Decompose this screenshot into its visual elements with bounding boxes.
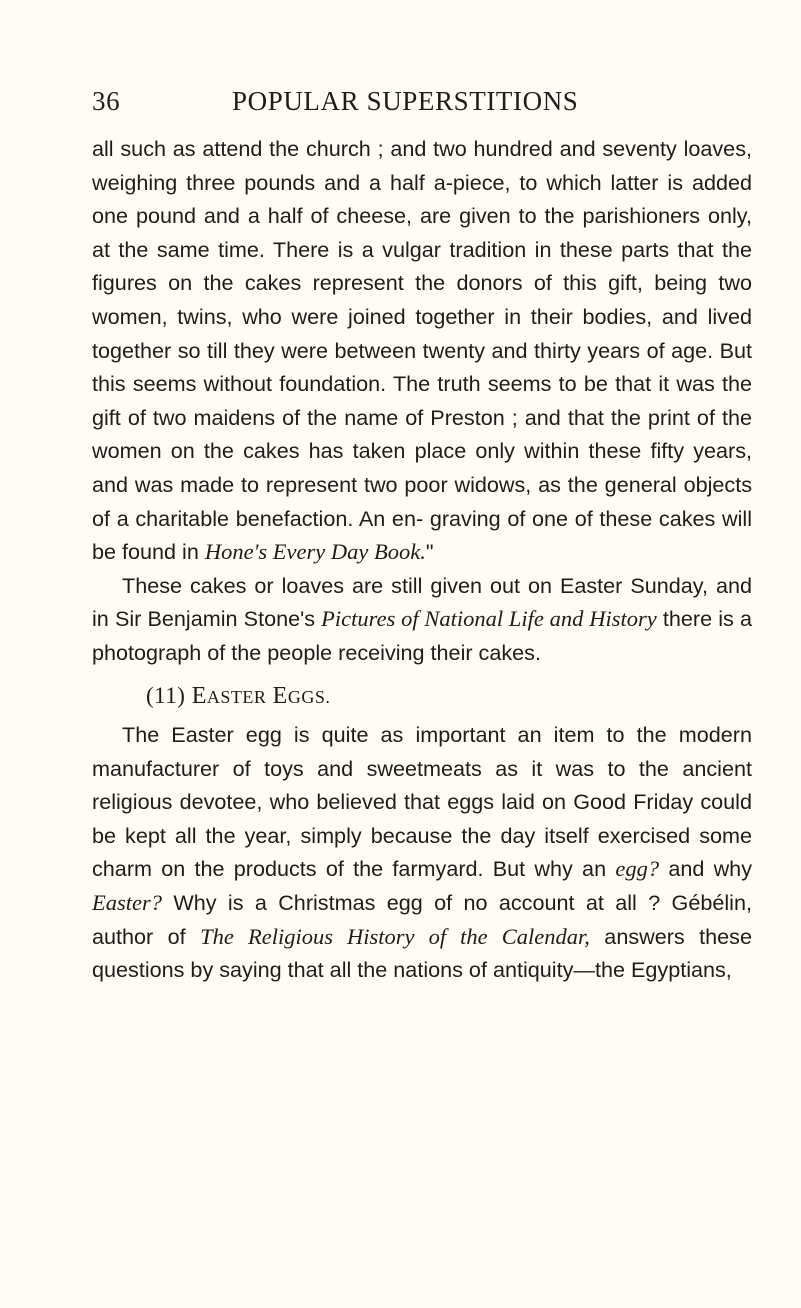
page-title: POPULAR SUPERSTITIONS xyxy=(232,86,579,116)
section-title-word: GGS. xyxy=(287,686,331,707)
paragraph-text: These cakes or loaves are still given out on Easter Sunday, and in Sir Benjamin Stone's xyxy=(92,572,752,632)
section-heading xyxy=(92,679,752,715)
running-head xyxy=(92,86,752,132)
section-title-word: ASTER xyxy=(206,686,267,707)
body-text xyxy=(92,132,752,987)
paragraph-text: Why is a Christmas egg of no account at all ? Gébélin, author of xyxy=(92,890,752,949)
book-title-italic: Pictures of National Life and History xyxy=(321,606,657,632)
paragraph-text: all such as attend the church ; and two hundred and seventy loaves, weighing three pounds and a half a-piece, to which latter is added one pound and a half of cheese, are given to the parishioners only, at the same time. There is a vulgar tradition in these parts that the figures on the cakes represent the donors of this gift, being two women, twins, who were joined together in their bodies, and lived together so till they were between twenty and thirty years of age. But this seems without foundation. The truth seems to be that it was the gift of two maidens of the name of Preston ; and that the print of the women on the cakes has taken place only within these fifty years, and was made to represent two poor widows, as the general objects of a charitable benefaction. An en- graving of one of these cakes will be found in xyxy=(92,136,752,565)
paragraph-text: The Easter egg is quite as important an item to the modern manufacturer of toys and sweetmeats as it was to the ancient religious devotee, who believed that eggs laid on Good Friday could be kept all the year, simply because the day itself exercised some charm on the products of the farmyard. But why an xyxy=(92,722,752,882)
paragraph-text: and why xyxy=(659,856,752,882)
paragraph-continued xyxy=(92,132,752,569)
section-title-initial: E xyxy=(191,682,207,709)
book-title-italic: Hone's Every Day Book. xyxy=(204,539,426,565)
paragraph-text: answers these questions by saying that all the nations of antiquity—the Egyptians, xyxy=(92,923,752,983)
closing-quote: " xyxy=(425,539,434,565)
section-number: (11) xyxy=(146,682,186,708)
book-title-italic: The Religious History of the Calendar, xyxy=(200,923,590,949)
paragraph-easter-eggs xyxy=(92,718,752,987)
italic-word-easter: Easter? xyxy=(92,890,162,916)
paragraph-cakes xyxy=(92,569,752,670)
book-page xyxy=(92,86,752,987)
page-number: 36 xyxy=(92,86,121,116)
section-title-initial: E xyxy=(272,682,288,709)
paragraph-text: there is a photograph of the people receiving their cakes. xyxy=(92,606,752,665)
italic-word-egg: egg? xyxy=(615,856,660,882)
